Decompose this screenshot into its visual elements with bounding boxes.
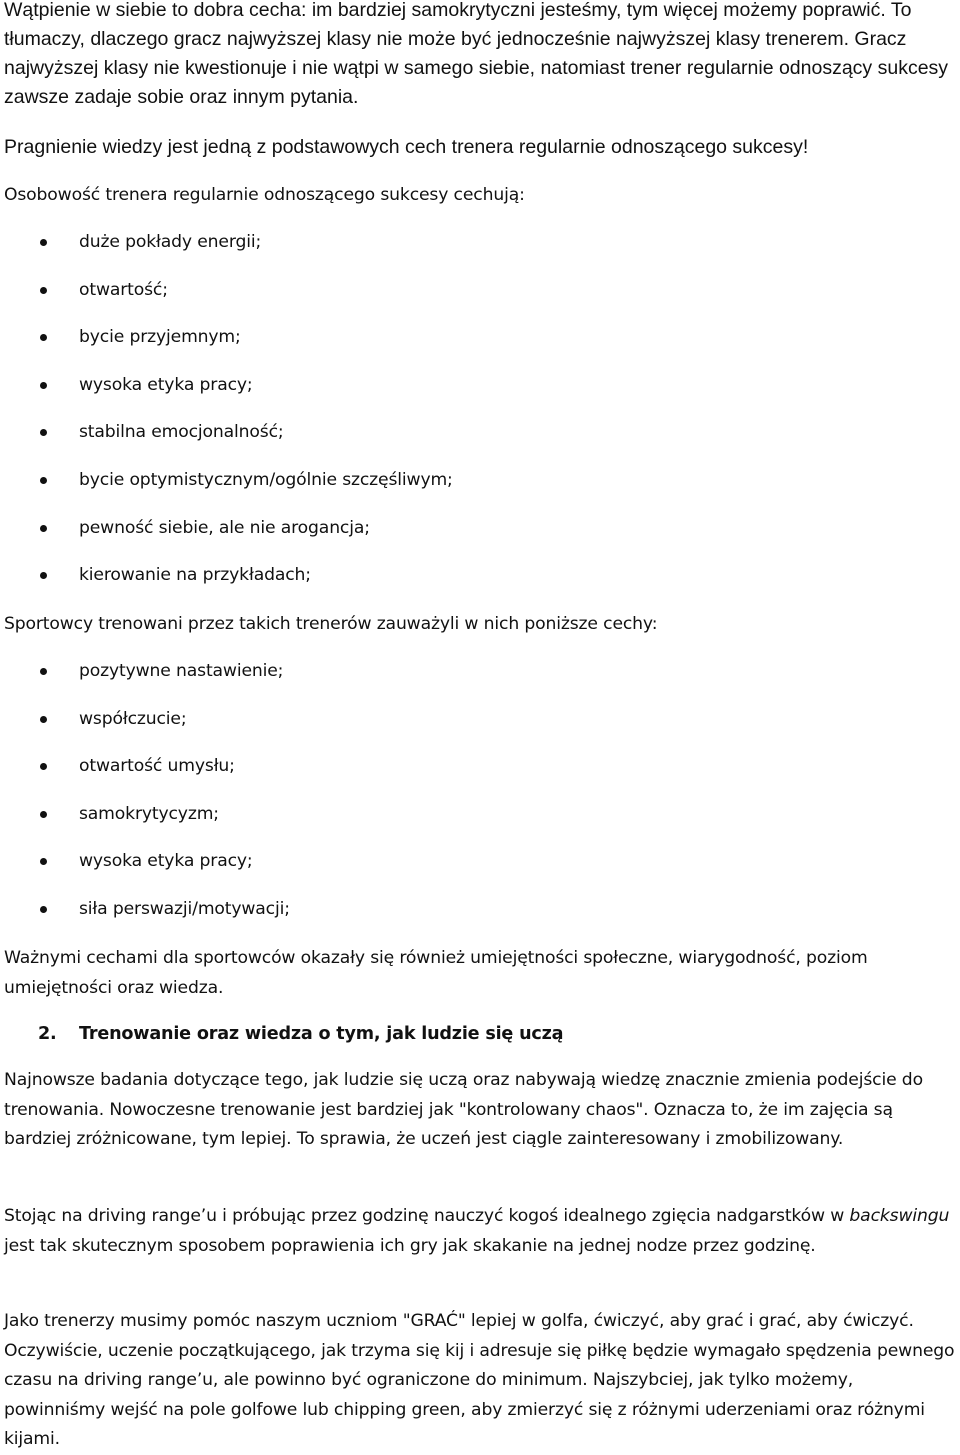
- list-item: otwartość umysłu;: [0, 752, 940, 800]
- paragraph-play-golf: Jako trenerzy musimy pomóc naszym uczniom "GRAĆ" lepiej w golfa, ćwiczyć, aby grać i grać, aby ćwiczyć. Oczywiście, uczenie początkującego, jak trzyma się kij i adresuje się piłkę będzie wymagało spędzenia pewnego czasu na driving range’u, ale powinno być ograniczone do minimum. Najszybciej, jak tylko możemy, powinniśmy wejść na pole golfowe lub chipping green, aby zmierzyć się z różnymi uderzeniami oraz różnymi kijami.: [4, 1311, 955, 1450]
- list-item: stabilna emocjonalność;: [0, 418, 940, 466]
- paragraph-social-skills: Ważnymi cechami dla sportowców okazały się również umiejętności społeczne, wiarygodność, poziom umiejętności oraz wiedza.: [4, 948, 868, 998]
- bullet-icon: [40, 858, 47, 865]
- paragraph-personality-intro: Osobowość trenera regularnie odnoszącego sukcesy cechują:: [4, 185, 525, 205]
- italic-term: backswingu: [849, 1206, 950, 1226]
- bullet-icon: [40, 811, 47, 818]
- list-item: pozytywne nastawienie;: [0, 657, 940, 705]
- bullet-icon: [40, 716, 47, 723]
- list-item: wysoka etyka pracy;: [0, 371, 940, 419]
- bullet-icon: [40, 525, 47, 532]
- list-item: siła perswazji/motywacji;: [0, 895, 940, 943]
- paragraph-self-doubt: Wątpienie w siebie to dobra cecha: im bardziej samokrytyczni jesteśmy, tym więcej możemy poprawić. To tłumaczy, dlaczego gracz najwyższej klasy nie może być jednocześnie najwyższej klasy trenerem. Gracz najwyższej klasy nie kwestionuje i nie wątpi w samego siebie, natomiast trener regularnie odnoszący sukcesy zawsze zadaje sobie oraz innym pytania.: [4, 0, 949, 108]
- list-item: pewność siebie, ale nie arogancja;: [0, 514, 940, 562]
- bullet-icon: [40, 239, 47, 246]
- paragraph-knowledge: Pragnienie wiedzy jest jedną z podstawowych cech trenera regularnie odnoszącego sukcesy!: [4, 136, 809, 158]
- list-item: duże pokłady energii;: [0, 228, 940, 276]
- list-item: wysoka etyka pracy;: [0, 847, 940, 895]
- paragraph-modern-coaching: Najnowsze badania dotyczące tego, jak ludzie się uczą oraz nabywają wiedzę znacznie zmienia podejście do trenowania. Nowoczesne trenowanie jest bardziej jak "kontrolowany chaos". Oznacza to, że im zajęcia są bardziej zróżnicowane, tym lepiej. To sprawia, że uczeń jest ciągle zainteresowany i zmobilizowany.: [4, 1070, 923, 1150]
- bullet-icon: [40, 382, 47, 389]
- bullet-icon: [40, 429, 47, 436]
- list-item: współczucie;: [0, 705, 940, 753]
- bullet-icon: [40, 477, 47, 484]
- bullet-icon: [40, 334, 47, 341]
- section-number: 2.: [38, 1024, 57, 1044]
- list-item: samokrytycyzm;: [0, 800, 940, 848]
- list-item: bycie przyjemnym;: [0, 323, 940, 371]
- personality-traits-list: [0, 228, 940, 609]
- athlete-observed-traits-list: [0, 657, 940, 943]
- paragraph-driving-range: Stojąc na driving range’u i próbując przez godzinę nauczyć kogoś idealnego zgięcia nadgarstków w backswingu jest tak skutecznym sposobem poprawienia ich gry jak skakanie na jednej nodze przez godzinę.: [4, 1206, 950, 1256]
- section-title: Trenowanie oraz wiedza o tym, jak ludzie się uczą: [79, 1024, 564, 1044]
- list-item: otwartość;: [0, 276, 940, 324]
- list-item: bycie optymistycznym/ogólnie szczęśliwym;: [0, 466, 940, 514]
- bullet-icon: [40, 668, 47, 675]
- bullet-icon: [40, 287, 47, 294]
- bullet-icon: [40, 572, 47, 579]
- paragraph-athletes-intro: Sportowcy trenowani przez takich trenerów zauważyli w nich poniższe cechy:: [4, 614, 658, 634]
- list-item: kierowanie na przykładach;: [0, 561, 940, 609]
- bullet-icon: [40, 763, 47, 770]
- bullet-icon: [40, 906, 47, 913]
